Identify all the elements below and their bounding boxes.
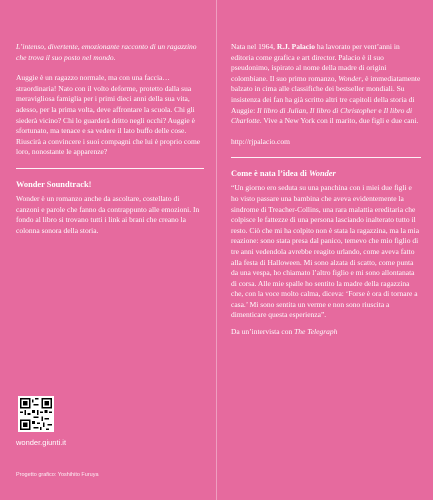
quote-source [231, 327, 421, 338]
divider [16, 168, 204, 169]
qr-code-icon [18, 396, 54, 432]
origin-heading-title: Wonder [308, 169, 336, 179]
design-credit: Progetto grafico: Yoshihito Furuya [16, 472, 99, 478]
intro-tagline: L’intenso, divertente, emozionante racconto di un ragazzino che trova il suo posto nel mondo. [16, 42, 197, 62]
author-bio [231, 42, 421, 127]
bio-text-3: . Vive a New York con il marito, due figli e due cani. [259, 116, 419, 126]
author-name: R.J. Palacio [276, 42, 315, 51]
divider [231, 157, 421, 158]
sequel-title-charlotte: Il libro di Charlotte [231, 105, 413, 126]
bio-lead: Nata nel 1964, [231, 42, 277, 51]
bio-text-1: ha lavorato per vent’anni in editoria come grafica e art director. Palacio è il suo pseudonimo, ispirato al nome della madre di origini colombiane. Il suo primo romanzo, [231, 42, 400, 83]
synopsis: Auggie è un ragazzo normale, ma con una faccia… straordinaria! Nato con il volto deforme, protetto dalla sua meravigliosa famiglia per i primi dieci anni della sua vita, adesso, per la prima volta, deve affrontare la scuola. Chi gli siederà vicino? Chi lo guarderà dritto negli occhi? Auggie è sfortunato, ma tenace e sa vedere il lato buffo delle cose. Riuscirà a convincere i suoi compagni che lui è proprio come loro, nonostante le apparenze? [16, 73, 201, 157]
origin-heading [231, 168, 421, 179]
left-flap [16, 42, 204, 236]
right-flap [231, 42, 421, 338]
source-publication: The Telegraph [294, 327, 338, 337]
fold-line [216, 0, 217, 500]
bio-text-2: , è immediatamente balzato in cima alle classifiche dei bestseller mondiali. Su insistenza dei fan ha già scritto altri tre capitoli della storia di Auggie: [231, 73, 421, 115]
website-link[interactable]: wonder.giunti.it [16, 438, 67, 447]
soundtrack-heading: Wonder Soundtrack! [16, 179, 92, 189]
origin-quote: “Un giorno ero seduta su una panchina con i miei due figli e ho visto passare una bambina che aveva evidentemente la sindrome di Treacher-Collins, una rara malattia ereditaria che colpisce le fattezze di una persona lasciando inalterato tutto il resto. Ciò che mi ha colpito non è stata la ragazzina, ma la mia reazione: sono stata presa dal panico, temevo che mio figlio di tre anni vedendola avrebbe reagito urlando, come aveva fatto alla festa di Halloween. Mi sono alzata di scatto, come punta da una vespa, ho chiamato l’altro figlio e mi sono allontanata di corsa. Alle mie spalle ho sentito la madre della ragazzina che, con la voce molto calma, diceva: ‘Forse è ora di tornare a casa.’ Mi sono sentita un verme e non sono riuscita a dimenticare questa esperienza”. [231, 183, 420, 320]
book-title: Wonder [338, 73, 362, 83]
sequel-titles: Il libro di Julian, Il libro di Christopher [257, 105, 377, 115]
source-lead: Da un’intervista con [231, 327, 295, 337]
author-website[interactable]: http://rjpalacio.com [231, 136, 290, 146]
bio-conjunction: e [376, 105, 384, 115]
soundtrack-text: Wonder è un romanzo anche da ascoltare, costellato di canzoni e parole che fanno da contrappunto alle emozioni. In fondo al libro si trovano tutti i link ai brani che creano la colonna sonora della storia. [16, 193, 200, 235]
origin-heading-text: Come è nata l’idea di [231, 169, 309, 179]
